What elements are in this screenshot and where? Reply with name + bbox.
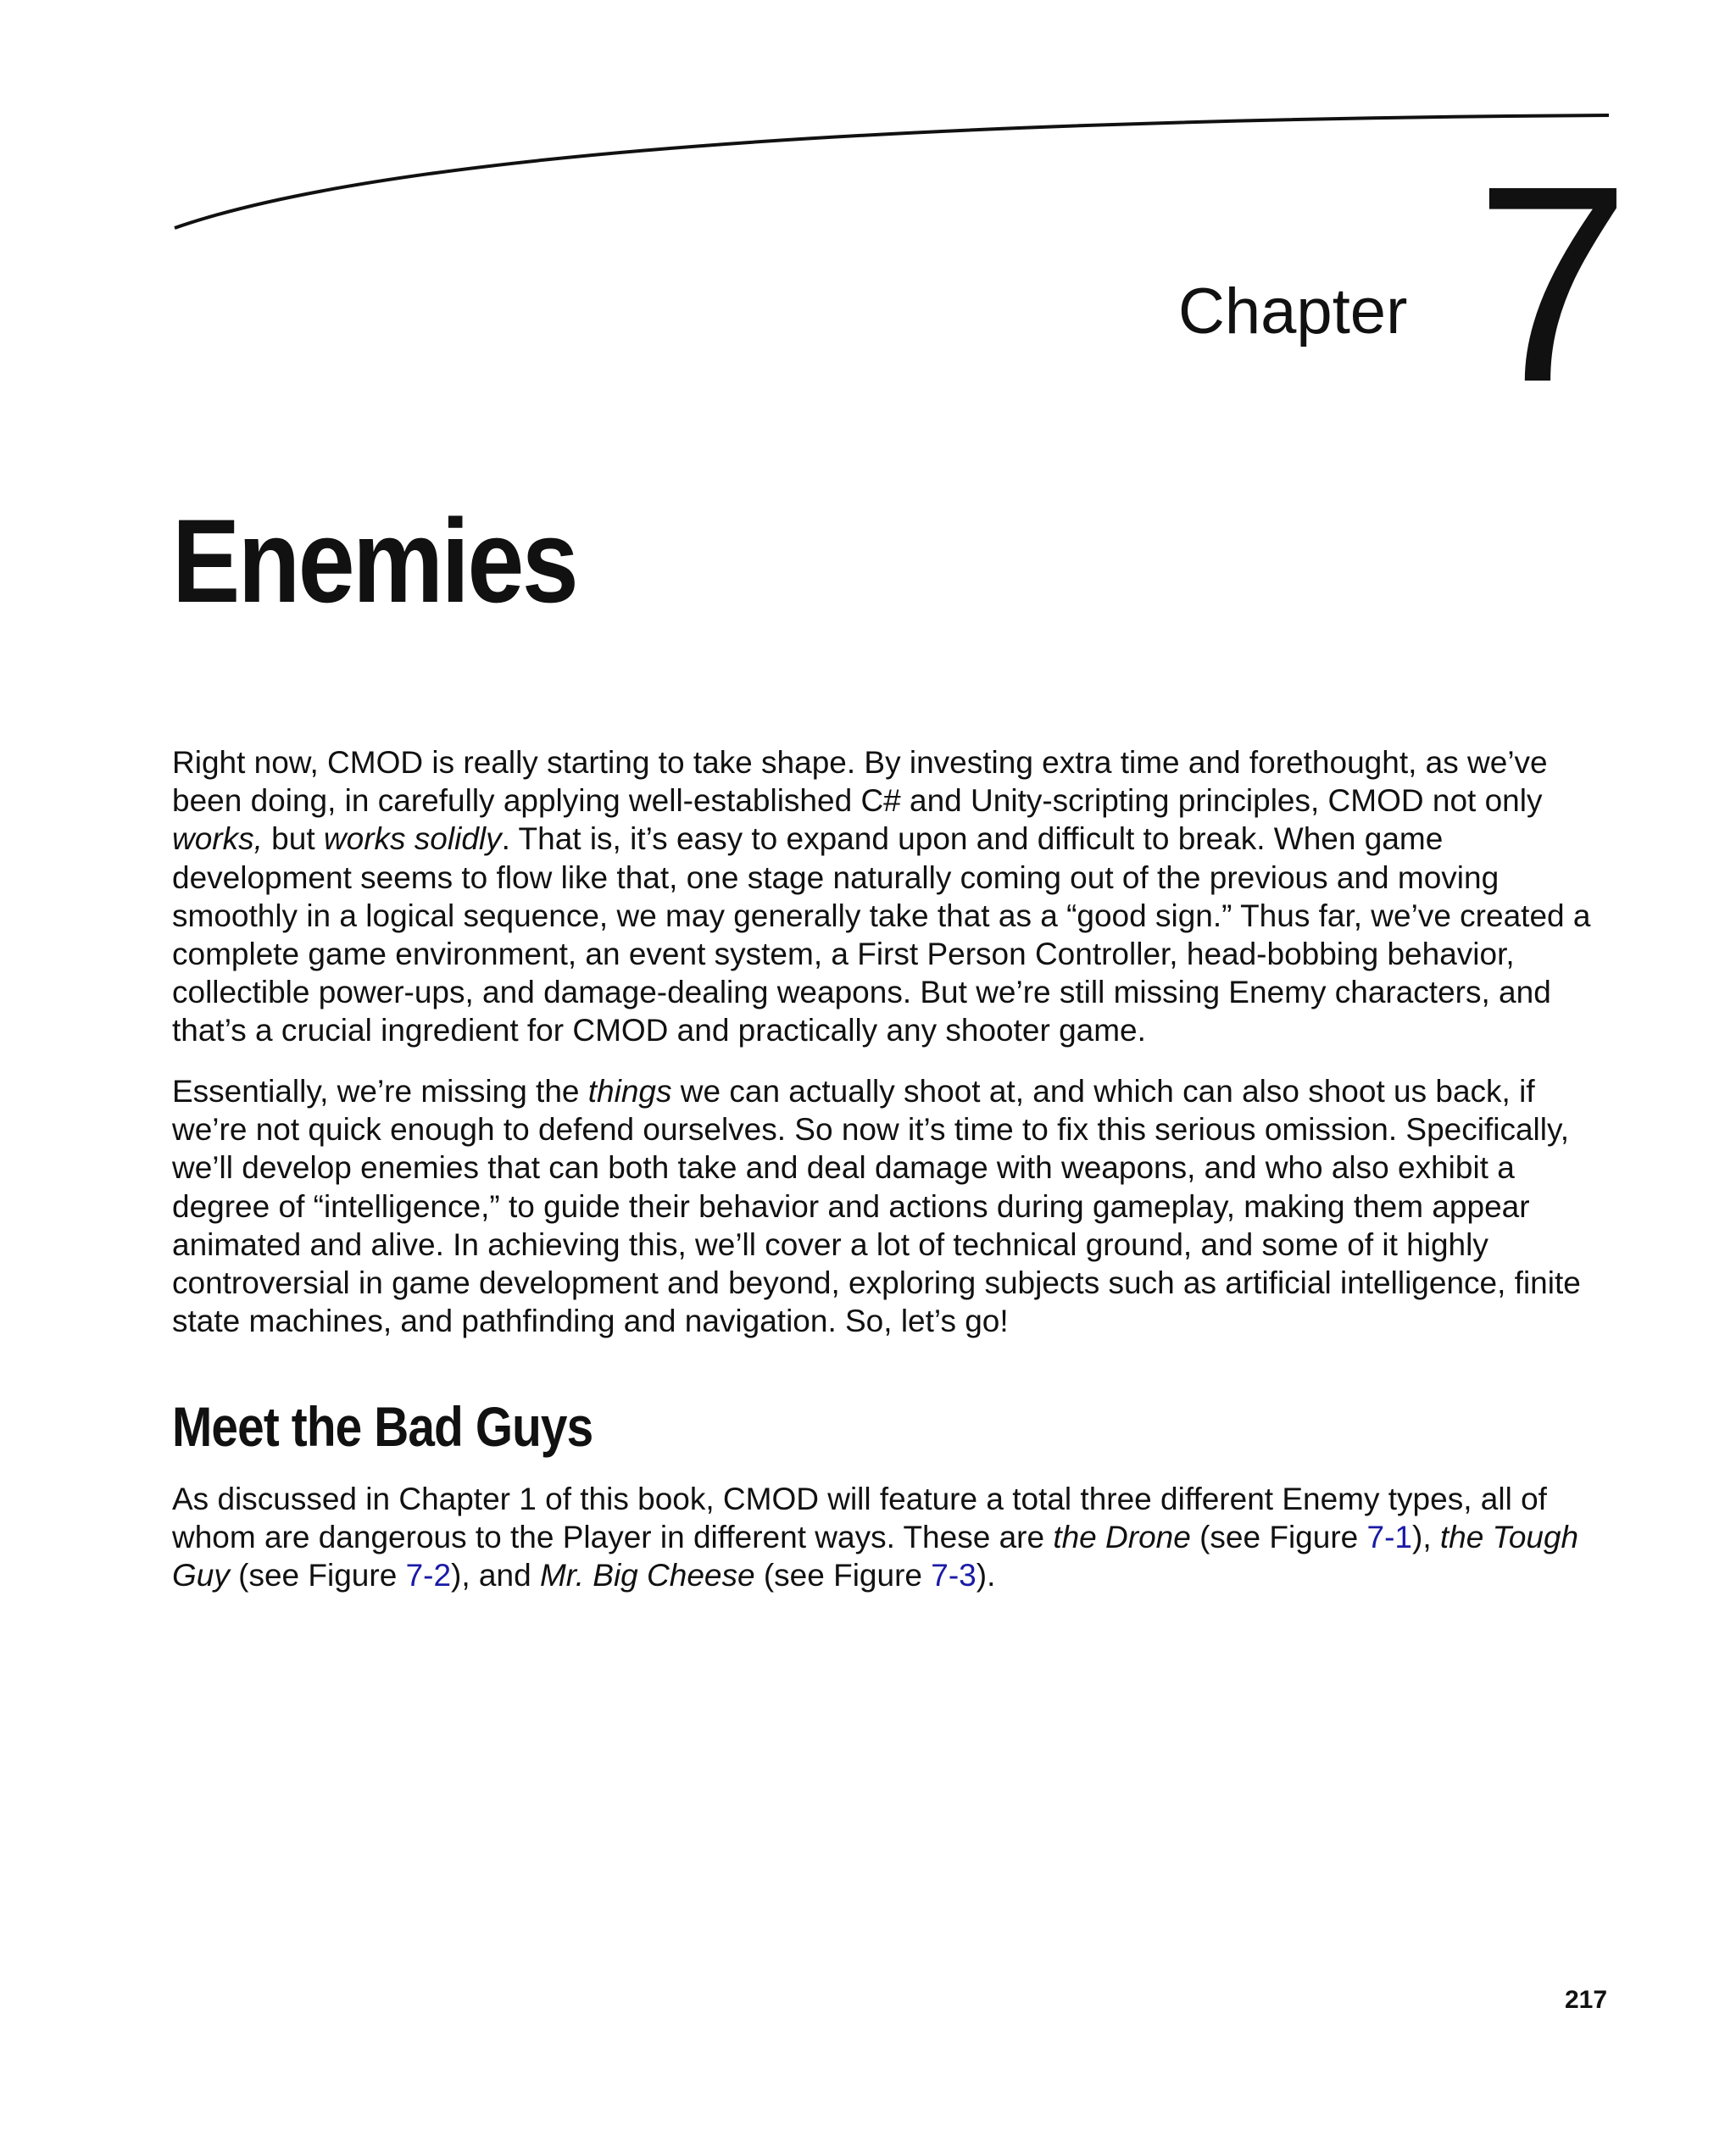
section-heading: Meet the Bad Guys <box>172 1395 593 1458</box>
figure-link-7-1[interactable]: 7-1 <box>1366 1520 1413 1555</box>
text-run: Essentially, we’re missing the <box>172 1074 588 1109</box>
intro-paragraph-1 <box>172 743 1613 1050</box>
figure-link-7-2[interactable]: 7-2 <box>405 1558 452 1593</box>
text-run: As discussed in Chapter 1 of this book, CMOD will feature a total three different Enemy types, all of whom are dangerous to the Player in different ways. These are <box>172 1482 1547 1555</box>
text-run: we can actually shoot at, and which can also shoot us back, if we’re not quick enough to defend ourselves. So now it’s time to fix this serious omission. Specifically, we’ll develop enemies that can both take and deal damage with weapons, and who also exhibit a degree of “intelligence,” to guide their behavior and actions during gameplay, making them appear animated and alive. In achieving this, we’ll cover a lot of technical ground, and some of it highly controversial in game development and beyond, exploring subjects such as artificial intelligence, finite state machines, and pathfinding and navigation. So, let’s go! <box>172 1074 1581 1339</box>
chapter-number: 7 <box>1475 127 1628 440</box>
text-run: ), <box>1412 1520 1440 1555</box>
text-run: but <box>262 821 324 857</box>
text-run: (see Figure <box>754 1558 932 1593</box>
italic-run: the Tough Guy <box>172 1520 1579 1593</box>
text-run: (see Figure <box>229 1558 406 1593</box>
intro-paragraph-2 <box>172 1072 1613 1340</box>
text-run: Right now, CMOD is really starting to take shape. By investing extra time and forethought, as we’ve been doing, in carefully applying well-established C# and Unity-scripting principles, CMOD not only <box>172 745 1548 819</box>
italic-run: things <box>587 1074 672 1109</box>
page-number: 217 <box>1565 1986 1608 2014</box>
text-run: ). <box>976 1558 996 1593</box>
italic-run: the Drone <box>1053 1520 1191 1555</box>
chapter-title: Enemies <box>172 494 577 627</box>
chapter-label: Chapter <box>1178 275 1408 348</box>
text-run: . That is, it’s easy to expand upon and difficult to break. When game development seems to flow like that, one stage naturally coming out of the previous and moving smoothly in a logical sequence, we may generally take that as a “good sign.” Thus far, we’ve created a complete game environment, an event system, a First Person Controller, head-bobbing behavior, collectible power-ups, and damage-dealing weapons. But we’re still missing Enemy characters, and that’s a crucial ingredient for CMOD and practically any shooter game. <box>172 821 1591 1048</box>
italic-run: works solidly <box>323 821 502 857</box>
figure-link-7-3[interactable]: 7-3 <box>931 1558 976 1593</box>
section-paragraph-1 <box>172 1480 1613 1595</box>
italic-run: works, <box>172 821 263 857</box>
italic-run: Mr. Big Cheese <box>539 1558 755 1593</box>
text-run: ), and <box>451 1558 540 1593</box>
text-run: (see Figure <box>1190 1520 1367 1555</box>
